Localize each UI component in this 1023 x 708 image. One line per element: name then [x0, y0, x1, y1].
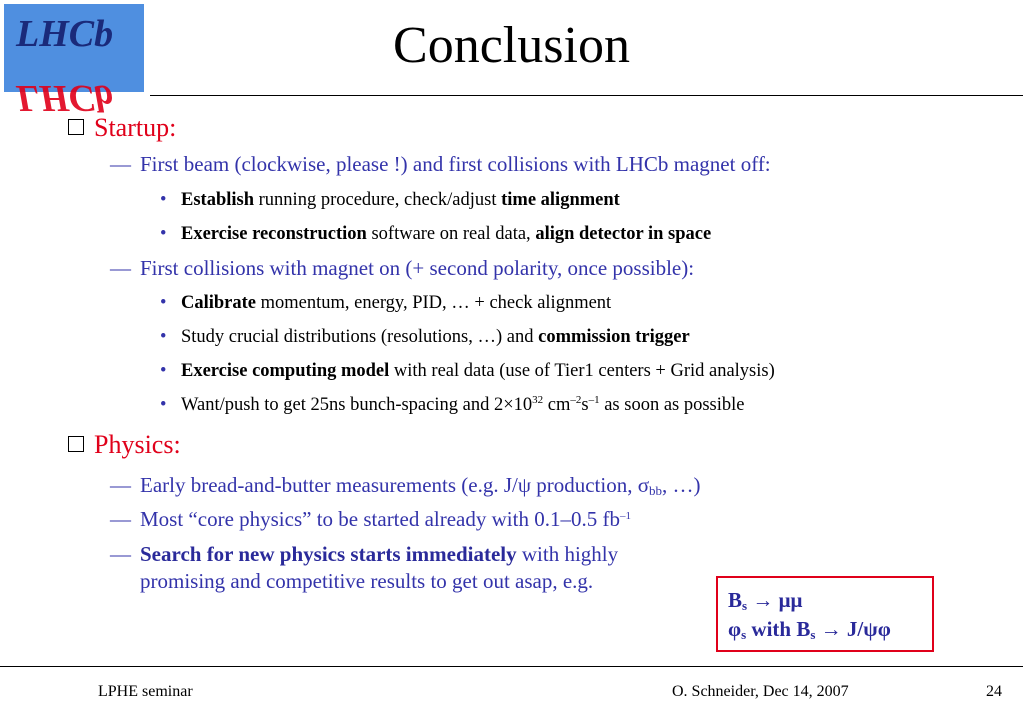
dot-bullet: • [160, 224, 167, 244]
square-bullet-icon [68, 119, 84, 135]
physics-item-1: — Early bread-and-butter measurements (e.g. J/ψ production, $\sigma_{bb}$, …) [110, 473, 701, 498]
physics-heading: Physics: [94, 430, 181, 459]
dot-bullet: • [160, 327, 167, 347]
startup-item-2: — First collisions with magnet on (+ second polarity, once possible): [110, 256, 695, 280]
physics-item-3: — Search for new physics starts immediately with highly [110, 542, 619, 566]
dot-bullet: • [160, 190, 167, 210]
startup-item-1-sub-2: • Exercise reconstruction software on real data, align detector in space [160, 224, 712, 244]
startup-item-2-sub-3: • Exercise computing model with real data (use of Tier1 centers + Grid analysis) [160, 361, 775, 381]
startup-item-2-sub-4: • Want/push to get 25ns bunch-spacing and $2\times 10^{32}$ $cm^{-2}s^{-1}$ as soon as possible [160, 394, 745, 415]
startup-item-1: — First beam (clockwise, please !) and first collisions with LHCb magnet off: [110, 152, 771, 176]
dash-bullet: — [110, 542, 131, 566]
dash-bullet: — [110, 473, 131, 497]
callout-line-2: $\varphi_s$ with $B_s \to J/\psi\varphi$ [728, 617, 891, 642]
square-bullet-icon [68, 436, 84, 452]
dot-bullet: • [160, 395, 167, 415]
logo-text: LHCb [16, 13, 114, 55]
startup-item-1-sub-1: • Establish running procedure, check/adjust time alignment [160, 190, 620, 210]
svg-text:LHCb: LHCb [16, 77, 114, 119]
title-divider [150, 95, 1023, 96]
startup-heading-row [68, 113, 176, 143]
dash-bullet: — [110, 152, 131, 176]
startup-item-2-sub-2: • Study crucial distributions (resolutions, …) and commission trigger [160, 327, 690, 347]
slide-title: Conclusion [393, 17, 630, 74]
physics-item-2: — Most “core physics” to be started already with 0.1–0.5 $fb^{-1}$ [110, 507, 631, 531]
dash-bullet: — [110, 256, 131, 280]
footer-divider [0, 666, 1023, 667]
highlight-box [716, 576, 934, 652]
physics-heading-row [68, 430, 181, 460]
startup-heading: Startup: [94, 113, 177, 142]
startup-item-2-sub-1: • Calibrate momentum, energy, PID, … + check alignment [160, 293, 612, 313]
footer-author-date: O. Schneider, Dec 14, 2007 [672, 683, 849, 700]
callout-line-1: $B_s \to \mu\mu$ [728, 588, 803, 613]
dash-bullet: — [110, 507, 131, 531]
page-number: 24 [986, 683, 1002, 700]
physics-item-3-continuation: promising and competitive results to get out asap, e.g. [140, 569, 594, 593]
dot-bullet: • [160, 293, 167, 313]
dot-bullet: • [160, 361, 167, 381]
footer-left: LPHE seminar [98, 683, 193, 700]
